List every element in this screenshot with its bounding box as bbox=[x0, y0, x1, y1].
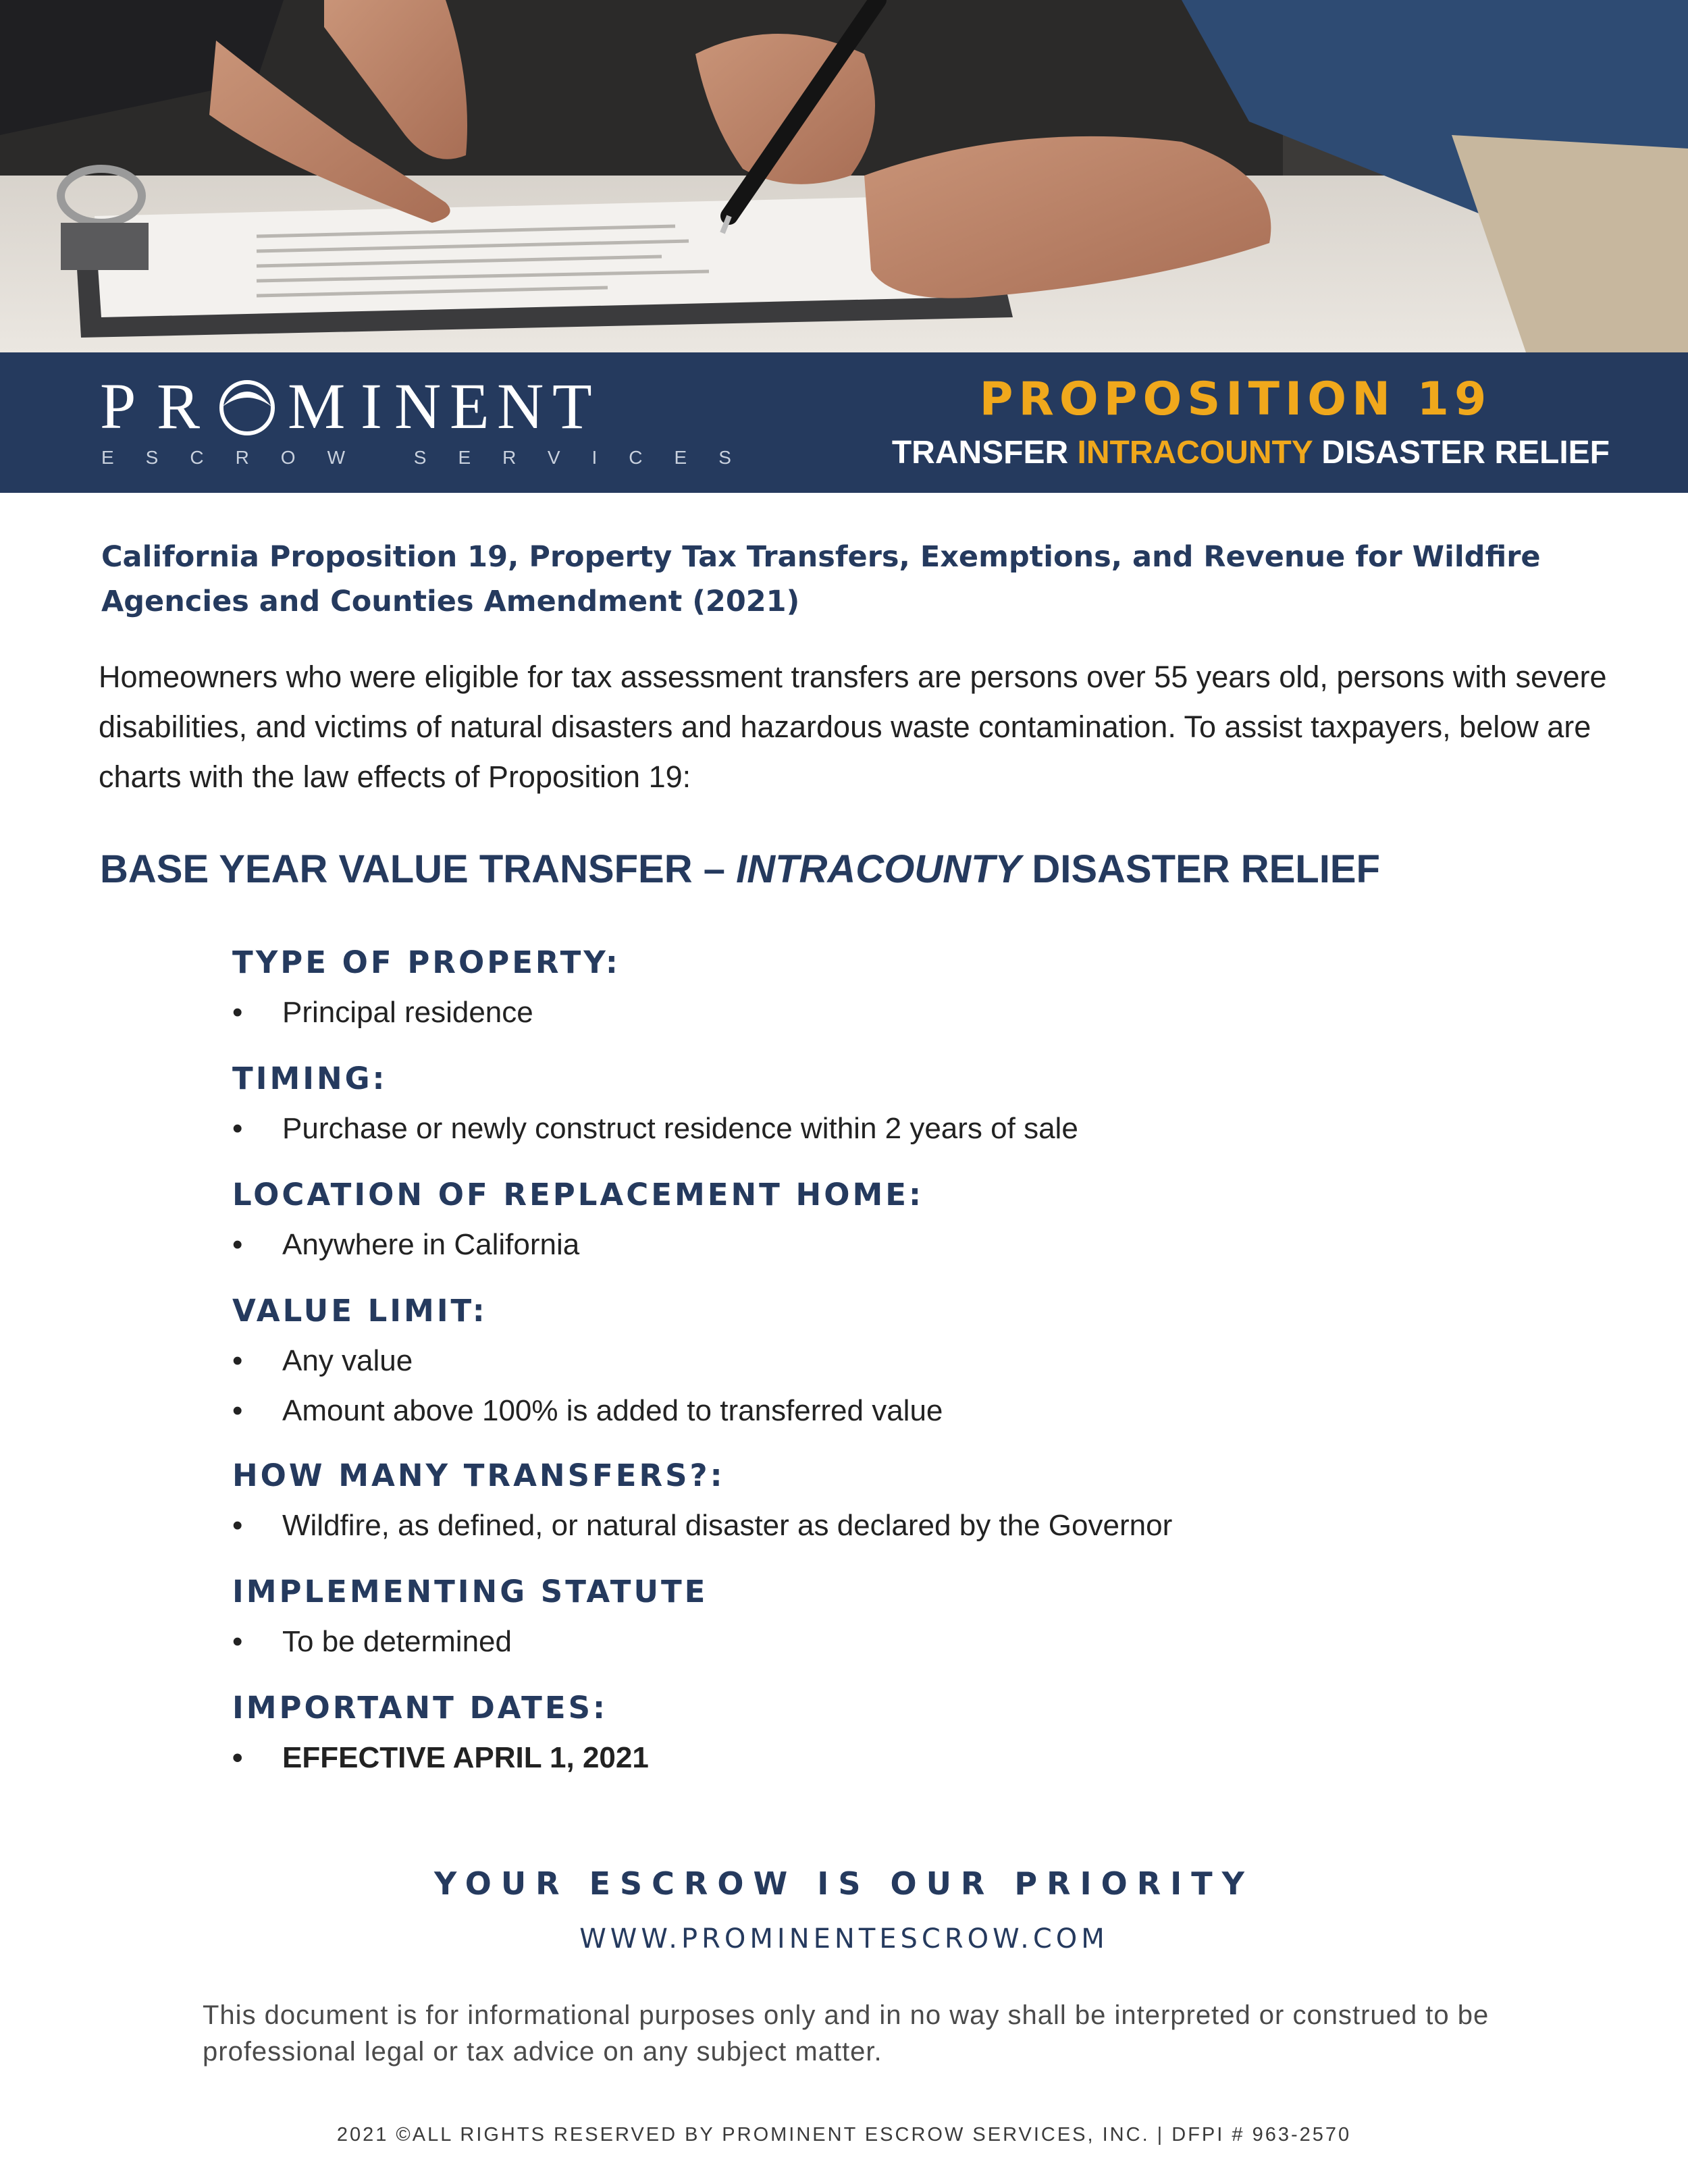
item-heading-important-dates: IMPORTANT DATES: bbox=[232, 1690, 608, 1726]
item-heading-implementing-statute: IMPLEMENTING STATUTE bbox=[232, 1574, 708, 1609]
logo-letter: R bbox=[157, 370, 210, 442]
company-logo bbox=[100, 370, 602, 442]
list-item-text: Principal residence bbox=[282, 996, 533, 1029]
bullet-icon: • bbox=[232, 1741, 243, 1774]
header-banner bbox=[0, 352, 1688, 493]
intro-title: California Proposition 19, Property Tax Transfers, Exemptions, and Revenue for Wildfire Agencies and Counties Amendment (2021) bbox=[101, 540, 1541, 618]
item-heading-location: LOCATION OF REPLACEMENT HOME: bbox=[232, 1177, 924, 1213]
list-item-text: Anywhere in California bbox=[282, 1228, 580, 1261]
bullet-icon: • bbox=[232, 1228, 243, 1261]
section-title-part: BASE YEAR VALUE TRANSFER – bbox=[100, 847, 737, 891]
logo-letter: N bbox=[497, 370, 554, 442]
signing-documents-illustration bbox=[0, 0, 1688, 352]
proposition-title: PROPOSITION 19 bbox=[979, 373, 1492, 426]
section-title bbox=[100, 844, 1599, 895]
logo-letter: P bbox=[100, 370, 146, 442]
list-item-text: Amount above 100% is added to transferred value bbox=[282, 1394, 943, 1427]
list-item-text: To be determined bbox=[282, 1625, 512, 1658]
logo-letter: E bbox=[450, 370, 499, 442]
logo-crescent-icon bbox=[213, 377, 281, 436]
subtitle-part: DISASTER RELIEF bbox=[1312, 435, 1610, 471]
copyright-footer: 2021 ©ALL RIGHTS RESERVED BY PROMINENT ESCROW SERVICES, INC. | DFPI # 963-2570 bbox=[336, 2124, 1352, 2146]
item-heading-value-limit: VALUE LIMIT: bbox=[232, 1293, 487, 1329]
bullet-icon: • bbox=[232, 996, 243, 1029]
proposition-subtitle bbox=[892, 433, 1610, 473]
section-title-italic: INTRACOUNTY bbox=[736, 847, 1022, 891]
disclaimer: This document is for informational purposes only and in no way shall be interpreted or construed to be professional legal or tax advice on any subject matter. bbox=[203, 2000, 1489, 2067]
subtitle-part: TRANSFER bbox=[891, 435, 1078, 471]
intro-paragraph: Homeowners who were eligible for tax assessment transfers are persons over 55 years old, persons with severe disabilities, and victims of natural disasters and hazardous waste contamination. To assist taxpayers, below are charts with the law effects of Proposition 19: bbox=[99, 660, 1607, 794]
website-link[interactable]: WWW.PROMINENTESCROW.COM bbox=[579, 1923, 1109, 1954]
logo-letter: N bbox=[394, 370, 451, 442]
list-item-text: EFFECTIVE APRIL 1, 2021 bbox=[282, 1741, 649, 1774]
item-heading-how-many-transfers: HOW MANY TRANSFERS?: bbox=[232, 1458, 725, 1493]
bullet-icon: • bbox=[232, 1112, 243, 1145]
bullet-icon: • bbox=[232, 1509, 243, 1542]
item-heading-timing: TIMING: bbox=[232, 1061, 388, 1096]
logo-letter: I bbox=[361, 370, 392, 442]
bullet-icon: • bbox=[232, 1625, 243, 1658]
item-heading-type-of-property: TYPE OF PROPERTY: bbox=[232, 944, 621, 980]
bullet-icon: • bbox=[232, 1344, 243, 1377]
logo-letter: M bbox=[288, 370, 355, 442]
bullet-icon: • bbox=[232, 1394, 243, 1427]
list-item-text: Purchase or newly construct residence within 2 years of sale bbox=[282, 1112, 1078, 1145]
section-title-part: DISASTER RELIEF bbox=[1021, 847, 1380, 891]
logo-letter: T bbox=[552, 370, 602, 442]
hero-photo bbox=[0, 0, 1688, 352]
logo-subtitle: ESCROW SERVICES bbox=[101, 447, 763, 468]
subtitle-highlight: INTRACOUNTY bbox=[1077, 435, 1313, 471]
list-item-text: Any value bbox=[282, 1344, 413, 1377]
tagline: YOUR ESCROW IS OUR PRIORITY bbox=[434, 1865, 1254, 1902]
list-item-text: Wildfire, as defined, or natural disaster as declared by the Governor bbox=[282, 1509, 1173, 1542]
